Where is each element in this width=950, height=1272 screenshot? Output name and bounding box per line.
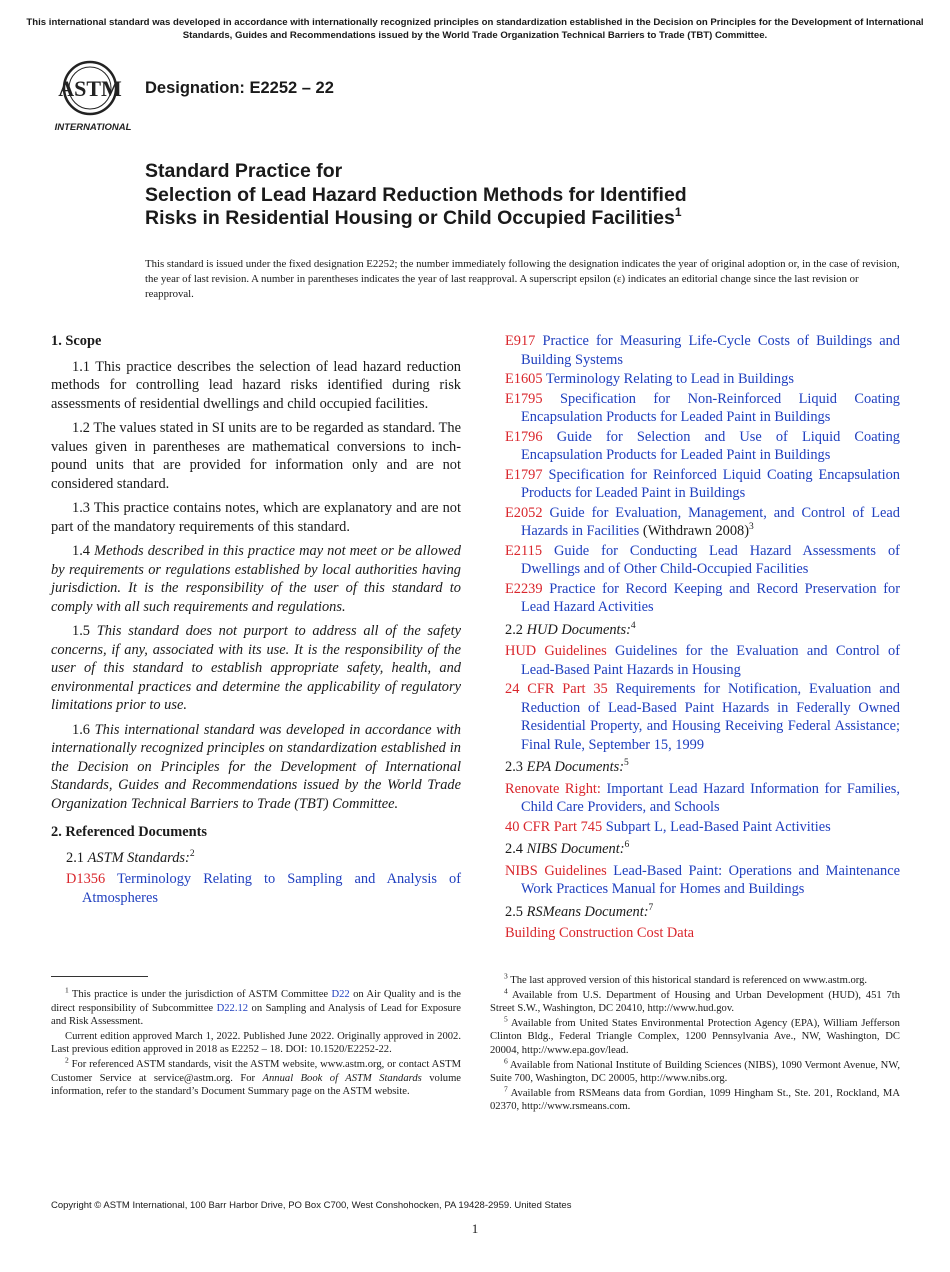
title-line-2: Selection of Lead Hazard Reduction Methods for Identified <box>145 183 687 206</box>
reference-item[interactable] <box>505 642 900 679</box>
reference-code[interactable]: E1605 <box>505 371 543 387</box>
reference-title[interactable]: Requirements for Notification, Evaluation and Reduction of Lead-Based Paint Hazards in Federally Owned Residential Property, and Housing Receiving Federal Assistance; Final Rule, September 15, 1999 <box>521 681 900 753</box>
nibs-subhead: 2.4 NIBS Document:$^6$ <box>505 840 630 857</box>
para-1-1: 1.1 This practice describes the selection of lead hazard reduction methods for controlling lead hazard risks identified during risk assessments of residential dwellings and child occupied facilities. <box>51 358 461 412</box>
reference-footnote-mark: 3 <box>749 522 754 533</box>
astm-reference-list <box>505 332 900 617</box>
footnote-2: $^2$ For referenced ASTM standards, visit the ASTM website, www.astm.org, or contact ASTM Customer Service at service@astm.org. For Annual Book of ASTM Standards volume information, refer to the standard’s Document Summary page on the ASTM website. <box>51 1055 462 1098</box>
reference-code[interactable]: HUD Guidelines <box>505 643 607 659</box>
reference-code[interactable]: E1796 <box>505 428 543 445</box>
reference-item[interactable] <box>505 332 900 369</box>
reference-item[interactable] <box>505 428 900 465</box>
title-line-3: Risks in Residential Housing or Child Occupied Facilities$^1$ <box>145 205 682 229</box>
reference-title[interactable]: Guidelines for the Evaluation and Control of Lead-Based Paint Hazards in Housing <box>521 643 900 678</box>
reference-code[interactable]: 24 CFR Part 35 <box>505 681 608 697</box>
reference-item[interactable] <box>505 542 900 579</box>
top-notice: This international standard was developed in accordance with internationally recognized principles on standardization established in the Decision on Principles for the Development of International Standards, Guides and Recommendations issued by the World Trade Organization Technical Barriers to Trade (TBT) Committee. <box>26 17 924 41</box>
link-d22[interactable]: D22 <box>331 989 350 1000</box>
reference-title[interactable]: Guide for Conducting Lead Hazard Assessments of Dwellings and of Other Child-Occupied Facilities <box>521 542 900 577</box>
scope-heading: 1. Scope <box>51 333 102 349</box>
referenced-heading: 2. Referenced Documents <box>51 824 207 840</box>
footnote-3: $^3$ The last approved version of this historical standard is referenced on www.astm.org. <box>504 971 868 986</box>
epa-reference-list <box>505 780 900 837</box>
para-1-6: 1.6 This international standard was developed in accordance with internationally recognized principles on standardization established in the Decision on Principles for the Development of International Standards, Guides and Recommendations issued by the World Trade Organization Technical Barriers to Trade (TBT) Committee. <box>51 721 461 812</box>
reference-item[interactable] <box>505 580 900 617</box>
page-number: 1 <box>471 1221 479 1236</box>
reference-title[interactable]: Lead-Based Paint: Operations and Maintenance Work Practices Manual for Homes and Buildings <box>521 862 900 897</box>
reference-title[interactable]: Practice for Measuring Life-Cycle Costs of Buildings and Building Systems <box>521 333 900 368</box>
right-column <box>505 332 900 944</box>
para-1-3: 1.3 This practice contains notes, which are explanatory and are not part of the mandatory requirements of this standard. <box>51 500 461 535</box>
footnote-4: $^4$ Available from U.S. Department of Housing and Urban Development (HUD), 451 7th Street S.W., Washington, DC 20410, http://www.hud.gov. <box>490 986 900 1015</box>
reference-title[interactable]: Specification for Non-Reinforced Liquid Coating Encapsulation Products for Leaded Paint in Buildings <box>521 390 900 425</box>
hud-subhead: 2.2 HUD Documents:$^4$ <box>505 620 636 638</box>
para-1-2: 1.2 The values stated in SI units are to be regarded as standard. The values given in parentheses are mathematical conversions to inch-pound units that are provided for information only and are not considered standard. <box>51 420 461 492</box>
title-line-1: Standard Practice for <box>145 160 343 182</box>
footnote-5: $^5$ Available from United States Environmental Protection Agency (EPA), William Jefferson Clinton Bldg., Federal Triangle Complex, 1200 Pennsylvania Ave., NW, Washington, DC 20004, http://www.epa.gov/lead. <box>490 1014 900 1056</box>
footnote-6: $^6$ Available from National Institute of Building Sciences (NIBS), 1090 Vermont Avenue, NW, Suite 700, Washington, DC 20005, http://www.nibs.org. <box>490 1056 900 1085</box>
reference-code[interactable]: E1797 <box>505 466 543 483</box>
reference-code[interactable]: Renovate Right: <box>505 780 601 797</box>
astm-logo <box>50 56 136 134</box>
footnote-1-current-edition: Current edition approved March 1, 2022. Published June 2022. Originally approved in 2002. Last previous edition approved in 2018 as E2252 – 18. DOI: 10.1520/E2252-22. <box>51 1030 461 1056</box>
reference-item[interactable] <box>505 466 900 503</box>
reference-code[interactable]: E2239 <box>505 580 543 597</box>
reference-code[interactable]: E2052 <box>505 504 543 521</box>
reference-item[interactable] <box>505 780 900 817</box>
logo-subtext: INTERNATIONAL <box>54 122 132 133</box>
reference-item[interactable] <box>505 862 900 899</box>
reference-item[interactable] <box>505 370 900 389</box>
reference-code[interactable]: NIBS Guidelines <box>505 862 607 879</box>
epa-subhead: 2.3 EPA Documents:$^5$ <box>505 758 629 775</box>
footnote-divider <box>51 976 148 977</box>
footnote-7: $^7$ Available from RSMeans data from Gordian, 1099 Hingham St., Ste. 201, Rockland, MA 02370, http://www.rsmeans.com. <box>490 1084 900 1113</box>
reference-item[interactable] <box>505 504 900 541</box>
document-title <box>145 160 905 231</box>
issued-note: This standard is issued under the fixed designation E2252; the number immediately following the designation indicates the year of original adoption or, in the case of revision, the year of last revision. A number in parentheses indicates the year of last reapproval. A superscript epsilon (ε) indicates an editorial change since the last revision or reapproval. <box>145 258 900 300</box>
para-1-5: 1.5 This standard does not purport to address all of the safety concerns, if any, associated with its use. It is the responsibility of the user of this standard to establish appropriate safety, health, and environmental practices and determine the applicability of regulatory limitations prior to use. <box>51 623 461 713</box>
reference-title[interactable]: Terminology Relating to Lead in Buildings <box>545 371 794 387</box>
rsmeans-subhead: 2.5 RSMeans Document:$^7$ <box>505 902 654 920</box>
nibs-reference-list <box>505 862 900 899</box>
title-footnote-mark: 1 <box>674 205 682 219</box>
footnote-1: $^1$ This practice is under the jurisdiction of ASTM Committee D22 on Air Quality and is the direct responsibility of Subcommittee D22.12 on Sampling and Analysis of Lead for Exposure and Risk Assessment. <box>51 985 461 1028</box>
ref-rsmeans[interactable]: Building Construction Cost Data <box>505 925 695 941</box>
footnotes-left <box>51 985 462 1100</box>
reference-title[interactable]: Guide for Evaluation, Management, and Control of Lead Hazards in Facilities <box>521 504 900 539</box>
reference-note: (Withdrawn 2008) <box>642 523 750 539</box>
reference-code[interactable]: E1795 <box>505 390 543 407</box>
reference-title[interactable]: Specification for Reinforced Liquid Coating Encapsulation Products for Leaded Paint in Buildings <box>521 466 900 501</box>
reference-item[interactable] <box>505 390 900 427</box>
reference-code[interactable]: 40 CFR Part 745 <box>505 818 603 835</box>
reference-title[interactable]: Practice for Record Keeping and Record Preservation for Lead Hazard Activities <box>521 580 900 615</box>
copyright-footer: Copyright © ASTM International, 100 Barr Harbor Drive, PO Box C700, West Conshohocken, PA 19428-2959. United States <box>51 1200 572 1211</box>
reference-title[interactable]: Guide for Selection and Use of Liquid Coating Encapsulation Products for Leaded Paint in Buildings <box>521 428 900 463</box>
left-column <box>51 332 461 908</box>
hud-reference-list <box>505 642 900 754</box>
para-1-4: 1.4 Methods described in this practice may not meet or be allowed by requirements or regulations established by local authorities having jurisdiction. It is the responsibility of the user of this standard to comply with all such requirements and regulations. <box>51 543 462 615</box>
footnotes-right <box>490 971 900 1115</box>
reference-code[interactable]: E2115 <box>505 542 543 559</box>
reference-title[interactable]: Important Lead Hazard Information for Families, Child Care Providers, and Schools <box>521 780 900 815</box>
reference-item[interactable] <box>505 680 900 754</box>
reference-item[interactable] <box>505 818 900 837</box>
ref-d1356[interactable]: D1356 Terminology Relating to Sampling and Analysis of Atmospheres <box>66 871 461 906</box>
reference-code[interactable]: E917 <box>505 333 536 349</box>
designation: Designation: E2252 – 22 <box>145 79 334 97</box>
astm-standards-subhead: 2.1 ASTM Standards:$^2$ <box>66 848 195 866</box>
logo-text: ASTM <box>58 76 122 101</box>
reference-title[interactable]: Subpart L, Lead-Based Paint Activities <box>605 818 831 835</box>
link-d22-12[interactable]: D22.12 <box>216 1002 249 1014</box>
